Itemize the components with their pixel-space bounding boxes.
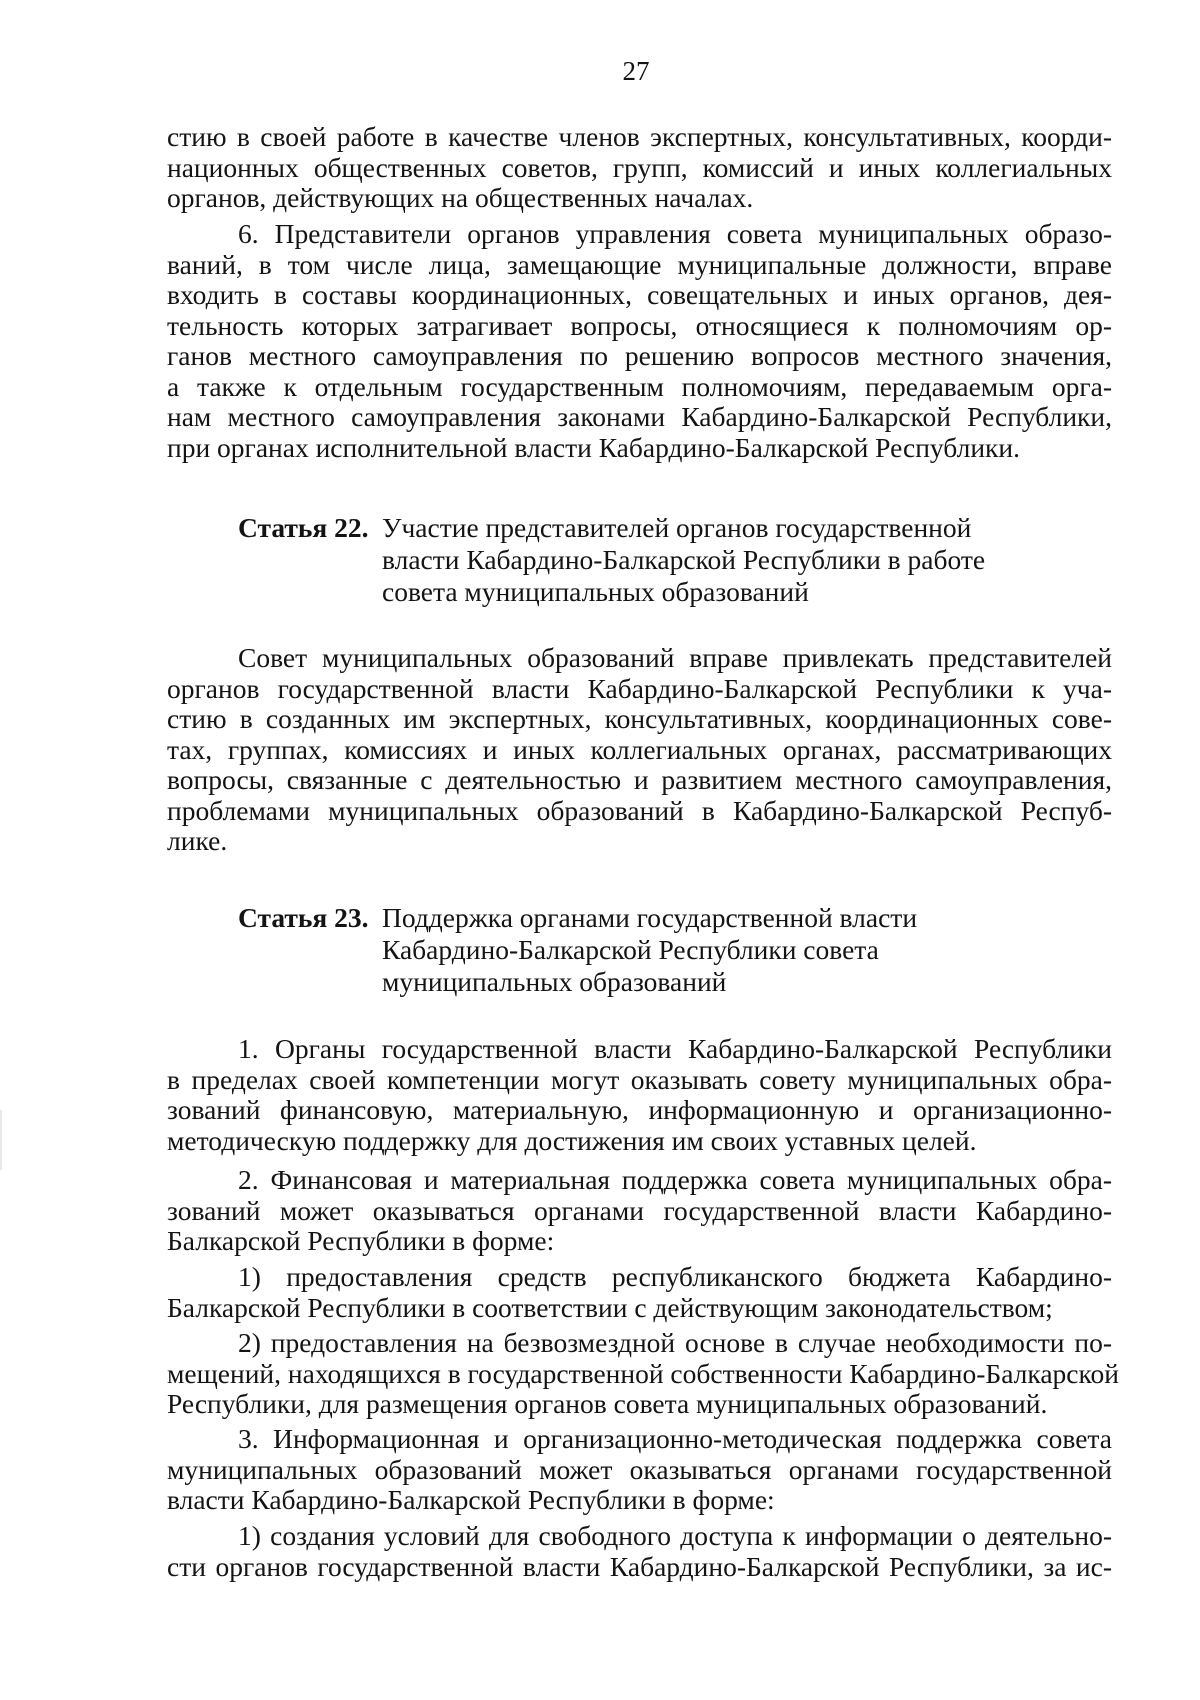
paragraph-continuation [167,122,1112,214]
paragraph-article-22 [167,643,1112,857]
text-line: Совет муниципальных образований вправе привлекать представителей [238,642,1112,673]
text-line: 3. Информационная и организационно-методическая поддержка совета [238,1423,1112,1454]
article-title [382,902,917,998]
text-line: 2. Финансовая и материальная поддержка совета муниципальных обра- [238,1164,1112,1195]
article-label: Статья 23. [238,902,369,933]
text-line: стию в своей работе в качестве членов экспертных, консультативных, коорди- [167,121,1112,152]
article-label: Статья 22. [238,512,369,543]
text-line: муниципальных образований может оказываться органами государственной [167,1453,1112,1485]
text-line: зований может оказываться органами государственной власти Кабардино- [167,1194,1112,1226]
article-title-line: Поддержка органами государственной власти [382,902,918,933]
text-line: ганов местного самоуправления по решению вопросов местного значения, [167,340,1112,371]
article-title-line: власти Кабардино-Балкарской Республики в работе [382,544,986,575]
text-line: 1. Органы государственной власти Кабардино-Балкарской Республики [238,1033,1112,1064]
text-line: лике. [167,825,228,856]
paragraph-item-1 [167,1034,1112,1156]
page-number: 27 [622,56,650,86]
article-title-line: муниципальных образований [382,966,727,997]
text-line: Балкарской Республики в форме: [167,1225,555,1256]
text-line: Республики, для размещения органов совета муниципальных образований. [167,1388,1048,1419]
article-title-line: Кабардино-Балкарской Республики совета [382,934,879,965]
text-line: органов, действующих на общественных началах. [167,182,754,213]
text-line: органов государственной власти Кабардино-Балкарской Республики к уча- [167,672,1112,704]
text-line: власти Кабардино-Балкарской Республики в форме: [167,1484,775,1515]
text-line: 1) создания условий для свободного доступа к информации о деятельно- [238,1520,1112,1551]
text-line: при органах исполнительной власти Кабардино-Балкарской Республики. [167,431,1020,463]
paragraph-subitem-2 [167,1327,1119,1420]
text-line: в пределах своей компетенции могут оказывать совету муниципальных обра- [167,1063,1112,1095]
paragraph-item-3 [167,1424,1112,1516]
scan-edge-mark [0,1110,2,1170]
article-title [382,512,985,608]
text-line: мещений, находящихся в государственной собственности Кабардино-Балкарской [167,1357,1119,1389]
paragraph-item-2 [167,1165,1112,1257]
text-line: проблемами муниципальных образований в Кабардино-Балкарской Респуб- [167,794,1112,826]
text-line: 1) предоставления средств республиканского бюджета Кабардино- [238,1261,1112,1292]
text-line: 2) предоставления на безвозмездной основе в случае необходимости по- [238,1327,1112,1358]
text-line: ваний, в том числе лица, замещающие муниципальные должности, вправе [167,248,1112,280]
text-line: нам местного самоуправления законами Кабардино-Балкарской Республики, [167,401,1112,432]
text-line: национных общественных советов, групп, комиссий и иных коллегиальных [167,151,1112,183]
article-title-line: Участие представителей органов государственной [382,512,972,543]
text-line: а также к отдельным государственным полномочиям, передаваемым орга- [167,370,1112,402]
text-line: стию в созданных им экспертных, консультативных, координационных сове- [167,703,1112,734]
article-title-line: совета муниципальных образований [382,576,809,607]
paragraph-subitem-1 [167,1262,1112,1323]
text-line: сти органов государственной власти Кабардино-Балкарской Республики, за ис- [167,1550,1112,1582]
text-line: входить в составы координационных, совещательных и иных органов, дея- [167,279,1112,310]
text-line: тельность которых затрагивает вопросы, относящиеся к полномочиям ор- [167,309,1112,341]
text-line: методическую поддержку для достижения им своих уставных целей. [167,1124,977,1156]
text-line: вопросы, связанные с деятельностью и развитием местного самоуправления, [167,764,1112,795]
text-line: Балкарской Республики в соответствии с действующим законодательством; [167,1291,1053,1323]
text-line: тах, группах, комиссиях и иных коллегиальных органах, рассматривающих [167,733,1112,765]
paragraph-item-6 [167,219,1112,463]
text-line: зований финансовую, материальную, информационную и организационно- [167,1094,1112,1125]
text-line: 6. Представители органов управления совета муниципальных образо- [238,218,1112,249]
paragraph-subitem-1-info [167,1521,1112,1582]
